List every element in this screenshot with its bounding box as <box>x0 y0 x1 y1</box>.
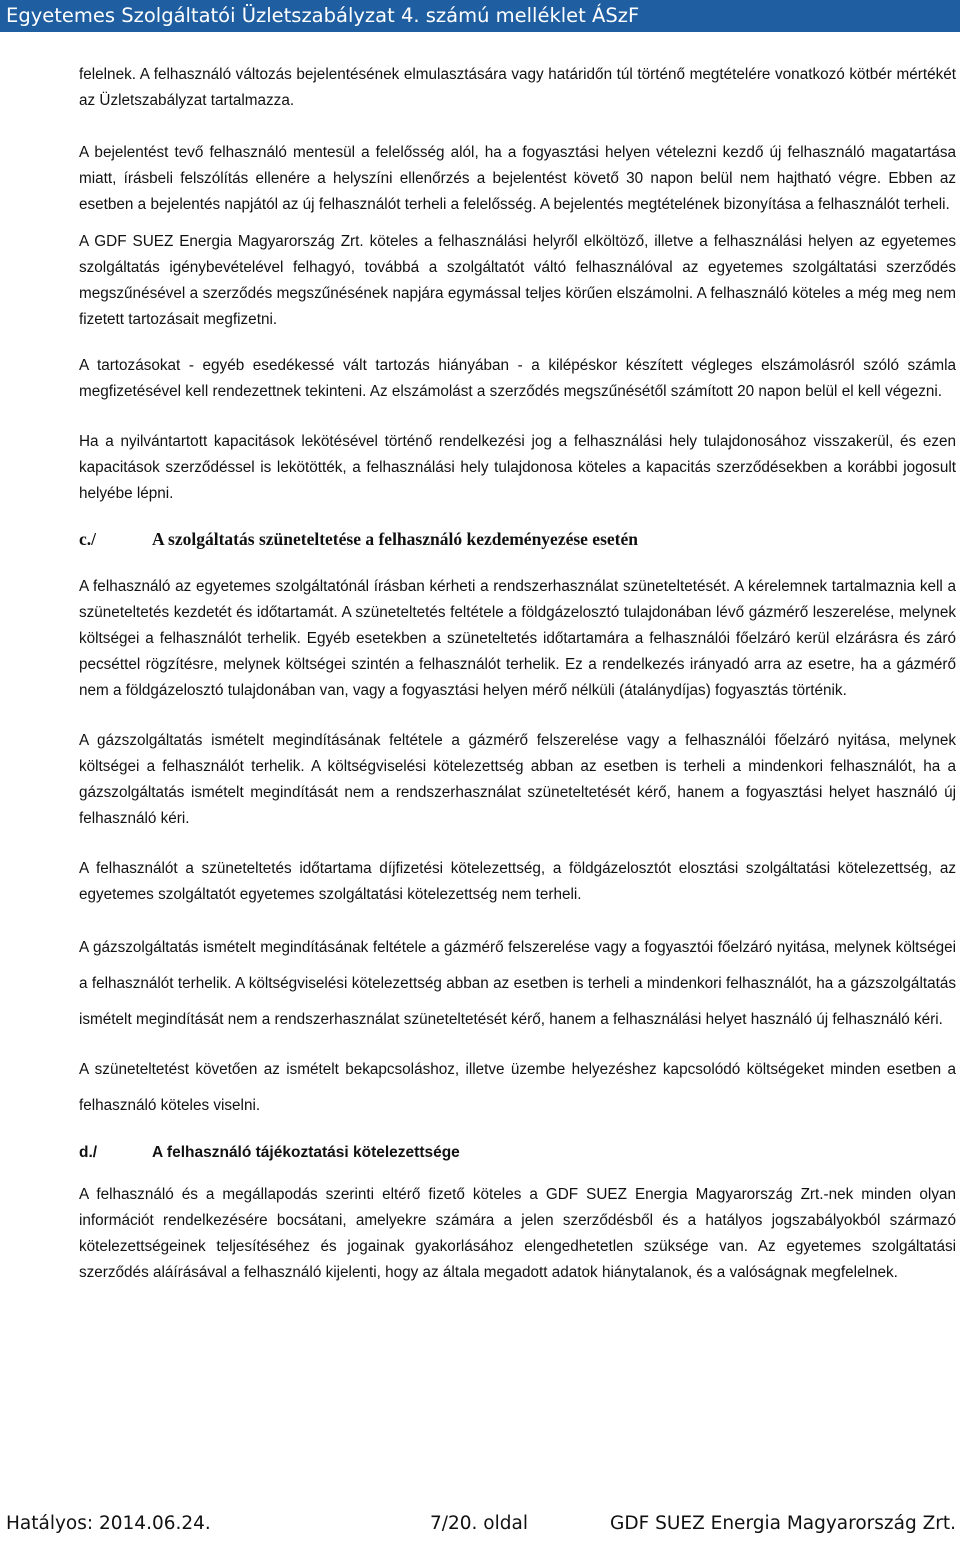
paragraph-5: Ha a nyilvántartott kapacitások lekötésével történő rendelkezési jog a felhasználási hely tulajdonosához visszakerül, és ezen kapacitások szerződéssel is lekötötték, a felhasználási hely tulajdonosa köteles a kapacitás szerződésekben a korábbi jogosult helyébe lépni. <box>79 433 956 502</box>
paragraph-11: A felhasználó és a megállapodás szerinti eltérő fizető köteles a GDF SUEZ Energia Magyarország Zrt.-nek minden olyan információt rendelkezésére bocsátani, amelyekre számára a jelen szerződésből és a hatályos jogszabályokból származó kötelezettségeinek teljesítéséhez és jogainak gyakorlásához elengedhetetlen szüksége van. Az egyetemes szolgáltatási szerződés aláírásával a felhasználó kijelenti, hogy az általa megadott adatok hiánytalanok, és a valóságnak megfelelnek. <box>79 1186 956 1281</box>
document-header <box>0 0 960 32</box>
paragraph-9: A gázszolgáltatás ismételt megindításának feltétele a gázmérő felszerelése vagy a fogyasztói főelzáró nyitása, melynek költségei a felhasználót terhelik. A költségviselési kötelezettség abban az esetben is terheli a mindenkori felhasználót, ha a gázszolgáltatás ismételt megindítását nem a rendszerhasználat szüneteltetését kérő, hanem a felhasználási helyet használó új felhasználó kéri. <box>79 939 956 1028</box>
paragraph-10: A szüneteltetést követően az ismételt bekapcsoláshoz, illetve üzembe helyezéshez kapcsolódó költségeket minden esetben a felhasználó köteles viselni. <box>79 1061 956 1114</box>
paragraph-2: A bejelentést tevő felhasználó mentesül a felelősség alól, ha a fogyasztási helyen vételezni kezdő új felhasználó magatartása miatt, írásbeli felszólítás ellenére a helyszíni ellenőrzés a bejelentést követő 30 napon belül nem hajtható végre. Ebben az esetben a bejelentés napjától az új felhasználót terheli a felelősség. A bejelentés megtételének bizonyítása a felhasználót terheli. <box>79 144 956 213</box>
document-footer <box>6 1513 956 1537</box>
section-title-d: A felhasználó tájékoztatási kötelezettsége <box>152 1144 460 1161</box>
paragraph-8: A felhasználót a szüneteltetés időtartama díjfizetési kötelezettség, a földgázelosztót elosztási szolgáltatási kötelezettség, az egyetemes szolgáltatót egyetemes szolgáltatási kötelezettség nem terheli. <box>79 860 956 903</box>
footer-page-number: 7/20. oldal <box>430 1513 528 1534</box>
paragraph-7: A gázszolgáltatás ismételt megindításának feltétele a gázmérő felszerelése vagy a felhasználói főelzáró nyitása, melynek költségei a felhasználót terhelik. A költségviselési kötelezettség abban az esetben is terheli a mindenkori felhasználót, ha a gázszolgáltatás ismételt megindítását nem a rendszerhasználat szüneteltetését kérő, hanem a fogyasztási helyet használó új felhasználó kéri. <box>79 732 956 827</box>
document-body <box>79 62 956 1286</box>
paragraph-3: A GDF SUEZ Energia Magyarország Zrt. köteles a felhasználási helyről elköltöző, illetve a felhasználási helyen az egyetemes szolgáltatás igénybevételével felhagyó, továbbá a szolgáltatót váltó felhasználóval az egyetemes szolgáltatási szerződés megszűnésével a szerződés megszűnésének napjára egymással teljes körűen elszámolni. A felhasználó köteles a még meg nem fizetett tartozásait megfizetni. <box>79 233 956 328</box>
header-title: Egyetemes Szolgáltatói Üzletszabályzat 4. számú melléklet ÁSzF <box>6 4 640 27</box>
section-heading-c <box>79 529 956 550</box>
section-number-c: c./ <box>79 529 97 549</box>
section-number-d: d./ <box>79 1144 98 1161</box>
paragraph-6: A felhasználó az egyetemes szolgáltatónál írásban kérheti a rendszerhasználat szüneteltetését. A kérelemnek tartalmaznia kell a szüneteltetés kezdetét és időtartamát. A szüneteltetés feltétele a földgázelosztó tulajdonában lévő gázmérő leszerelése, melynek költségei a felhasználót terhelik. Egyéb esetekben a szüneteltetés időtartamára a felhasználói főelzáró kerül elzárásra és záró pecséttel rögzítésre, melynek költségei szintén a felhasználót terhelik. Ez a rendelkezés irányadó arra az esetre, ha a gázmérő nem a földgázelosztó tulajdonában van, vagy a fogyasztási helyen mérő nélküli (átalánydíjas) fogyasztás történik. <box>79 578 956 699</box>
section-title-c: A szolgáltatás szüneteltetése a felhasználó kezdeményezése esetén <box>152 529 638 549</box>
paragraph-4: A tartozásokat - egyéb esedékessé vált tartozás hiányában - a kilépéskor készített végleges elszámolásról szóló számla megfizetésével kell rendezettnek tekinteni. Az elszámolást a szerződés megszűnésétől számított 20 napon belül el kell végezni. <box>79 357 956 400</box>
paragraph-1: felelnek. A felhasználó változás bejelentésének elmulasztására vagy határidőn túl történő megtételére vonatkozó kötbér mértékét az Üzletszabályzat tartalmazza. <box>79 66 956 109</box>
section-heading-d <box>79 1144 956 1162</box>
footer-effective-date: Hatályos: 2014.06.24. <box>6 1513 211 1534</box>
footer-company: GDF SUEZ Energia Magyarország Zrt. <box>610 1513 956 1534</box>
